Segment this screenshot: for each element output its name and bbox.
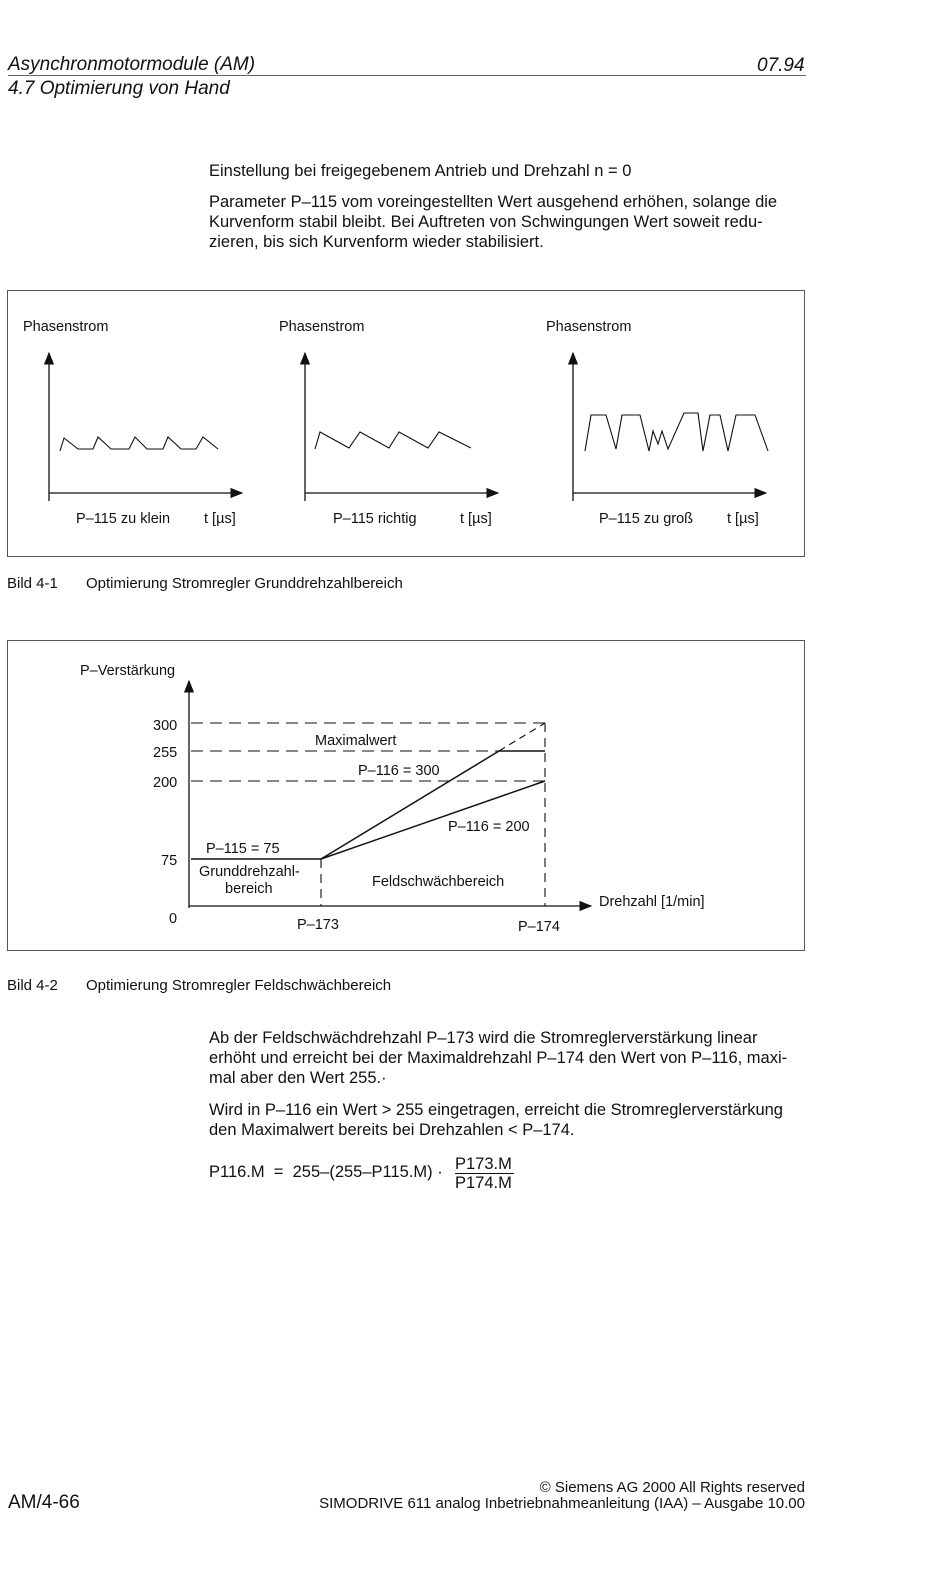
intro-heading: Einstellung bei freigegebenem Antrieb und Drehzahl n = 0: [209, 162, 632, 180]
intro-line-2: Kurvenform stabil bleibt. Bei Auftreten von Schwingungen Wert soweit redu-: [209, 213, 763, 231]
panel-3-xlabel: P–115 zu groß: [599, 511, 694, 527]
panel-2-waveform: [315, 432, 471, 449]
x-mark-p173: P–173: [297, 917, 339, 933]
y-tick-75: 75: [161, 853, 178, 869]
figure-2-caption-number: Bild 4-2: [7, 977, 58, 994]
y-axis-label: P–Verstärkung: [80, 663, 176, 679]
document-date: 07.94: [757, 55, 805, 76]
panel-2-ylabel: Phasenstrom: [279, 319, 365, 335]
outro-p1-line-3: mal aber den Wert 255.·: [209, 1069, 387, 1087]
copyright: © Siemens AG 2000 All Rights reserved: [539, 1479, 805, 1496]
section-title: 4.7 Optimierung von Hand: [8, 78, 230, 99]
figure-1-diagram: [8, 291, 804, 556]
figure-2-caption-text: Optimierung Stromregler Feldschwächbereich: [86, 977, 392, 994]
panel-3-ylabel: Phasenstrom: [546, 319, 632, 335]
outro-p1-line-2: erhöht und erreicht bei der Maximaldrehzahl P–174 den Wert von P–116, maxi-: [209, 1049, 788, 1067]
y-tick-300: 300: [153, 718, 178, 734]
figure-2-frame: [7, 640, 805, 951]
label-p116-300: P–116 = 300: [358, 763, 440, 779]
panel-2-xlabel: P–115 richtig: [333, 511, 417, 527]
formula-left: P116.M = 255–(255–P115.M) ·: [209, 1163, 443, 1181]
panel-3-unit: t [µs]: [727, 511, 759, 527]
panel-1-ylabel: Phasenstrom: [23, 319, 109, 335]
label-p115-75: P–115 = 75: [206, 841, 280, 857]
formula-numerator: P173.M: [455, 1155, 512, 1173]
panel-1-waveform: [60, 437, 218, 451]
figure-1-caption-text: Optimierung Stromregler Grunddrehzahlbereich: [86, 575, 403, 592]
panel-3-waveform: [585, 413, 768, 451]
panel-1-unit: t [µs]: [204, 511, 236, 527]
outro-p2-line-1: Wird in P–116 ein Wert > 255 eingetragen, erreicht die Stromreglerverstärkung: [209, 1101, 783, 1119]
intro-line-1: Parameter P–115 vom voreingestellten Wert ausgehend erhöhen, solange die: [209, 193, 778, 211]
x-axis-label: Drehzahl [1/min]: [599, 894, 705, 910]
outro-p1-line-1: Ab der Feldschwächdrehzahl P–173 wird die Stromreglerverstärkung linear: [209, 1029, 758, 1047]
header-rule: [8, 75, 806, 76]
formula-denominator: P174.M: [455, 1174, 512, 1192]
panel-1-xlabel: P–115 zu klein: [76, 511, 171, 527]
document-title: Asynchronmotormodule (AM): [8, 54, 256, 75]
y-tick-255: 255: [153, 745, 178, 761]
intro-line-3: zieren, bis sich Kurvenform wieder stabilisiert.: [209, 233, 544, 251]
y-tick-0: 0: [169, 911, 178, 927]
panel-2-unit: t [µs]: [460, 511, 492, 527]
outro-p2-line-2: den Maximalwert bereits bei Drehzahlen < P–174.: [209, 1121, 575, 1139]
page-number: AM/4-66: [8, 1492, 80, 1513]
figure-1-frame: [7, 290, 805, 557]
label-bereich: bereich: [225, 881, 273, 897]
figure-1-caption-number: Bild 4-1: [7, 575, 58, 592]
label-maximalwert: Maximalwert: [315, 733, 397, 749]
p116-300-ramp-extension: [499, 723, 545, 751]
x-mark-p174: P–174: [518, 919, 560, 935]
label-p116-200: P–116 = 200: [448, 819, 530, 835]
y-tick-200: 200: [153, 775, 178, 791]
figure-2-diagram: [8, 641, 804, 950]
document-reference: SIMODRIVE 611 analog Inbetriebnahmeanleitung (IAA) – Ausgabe 10.00: [319, 1495, 805, 1512]
label-feldschwaechbereich: Feldschwächbereich: [372, 874, 505, 890]
label-grunddrehzahl: Grunddrehzahl-: [199, 864, 300, 880]
